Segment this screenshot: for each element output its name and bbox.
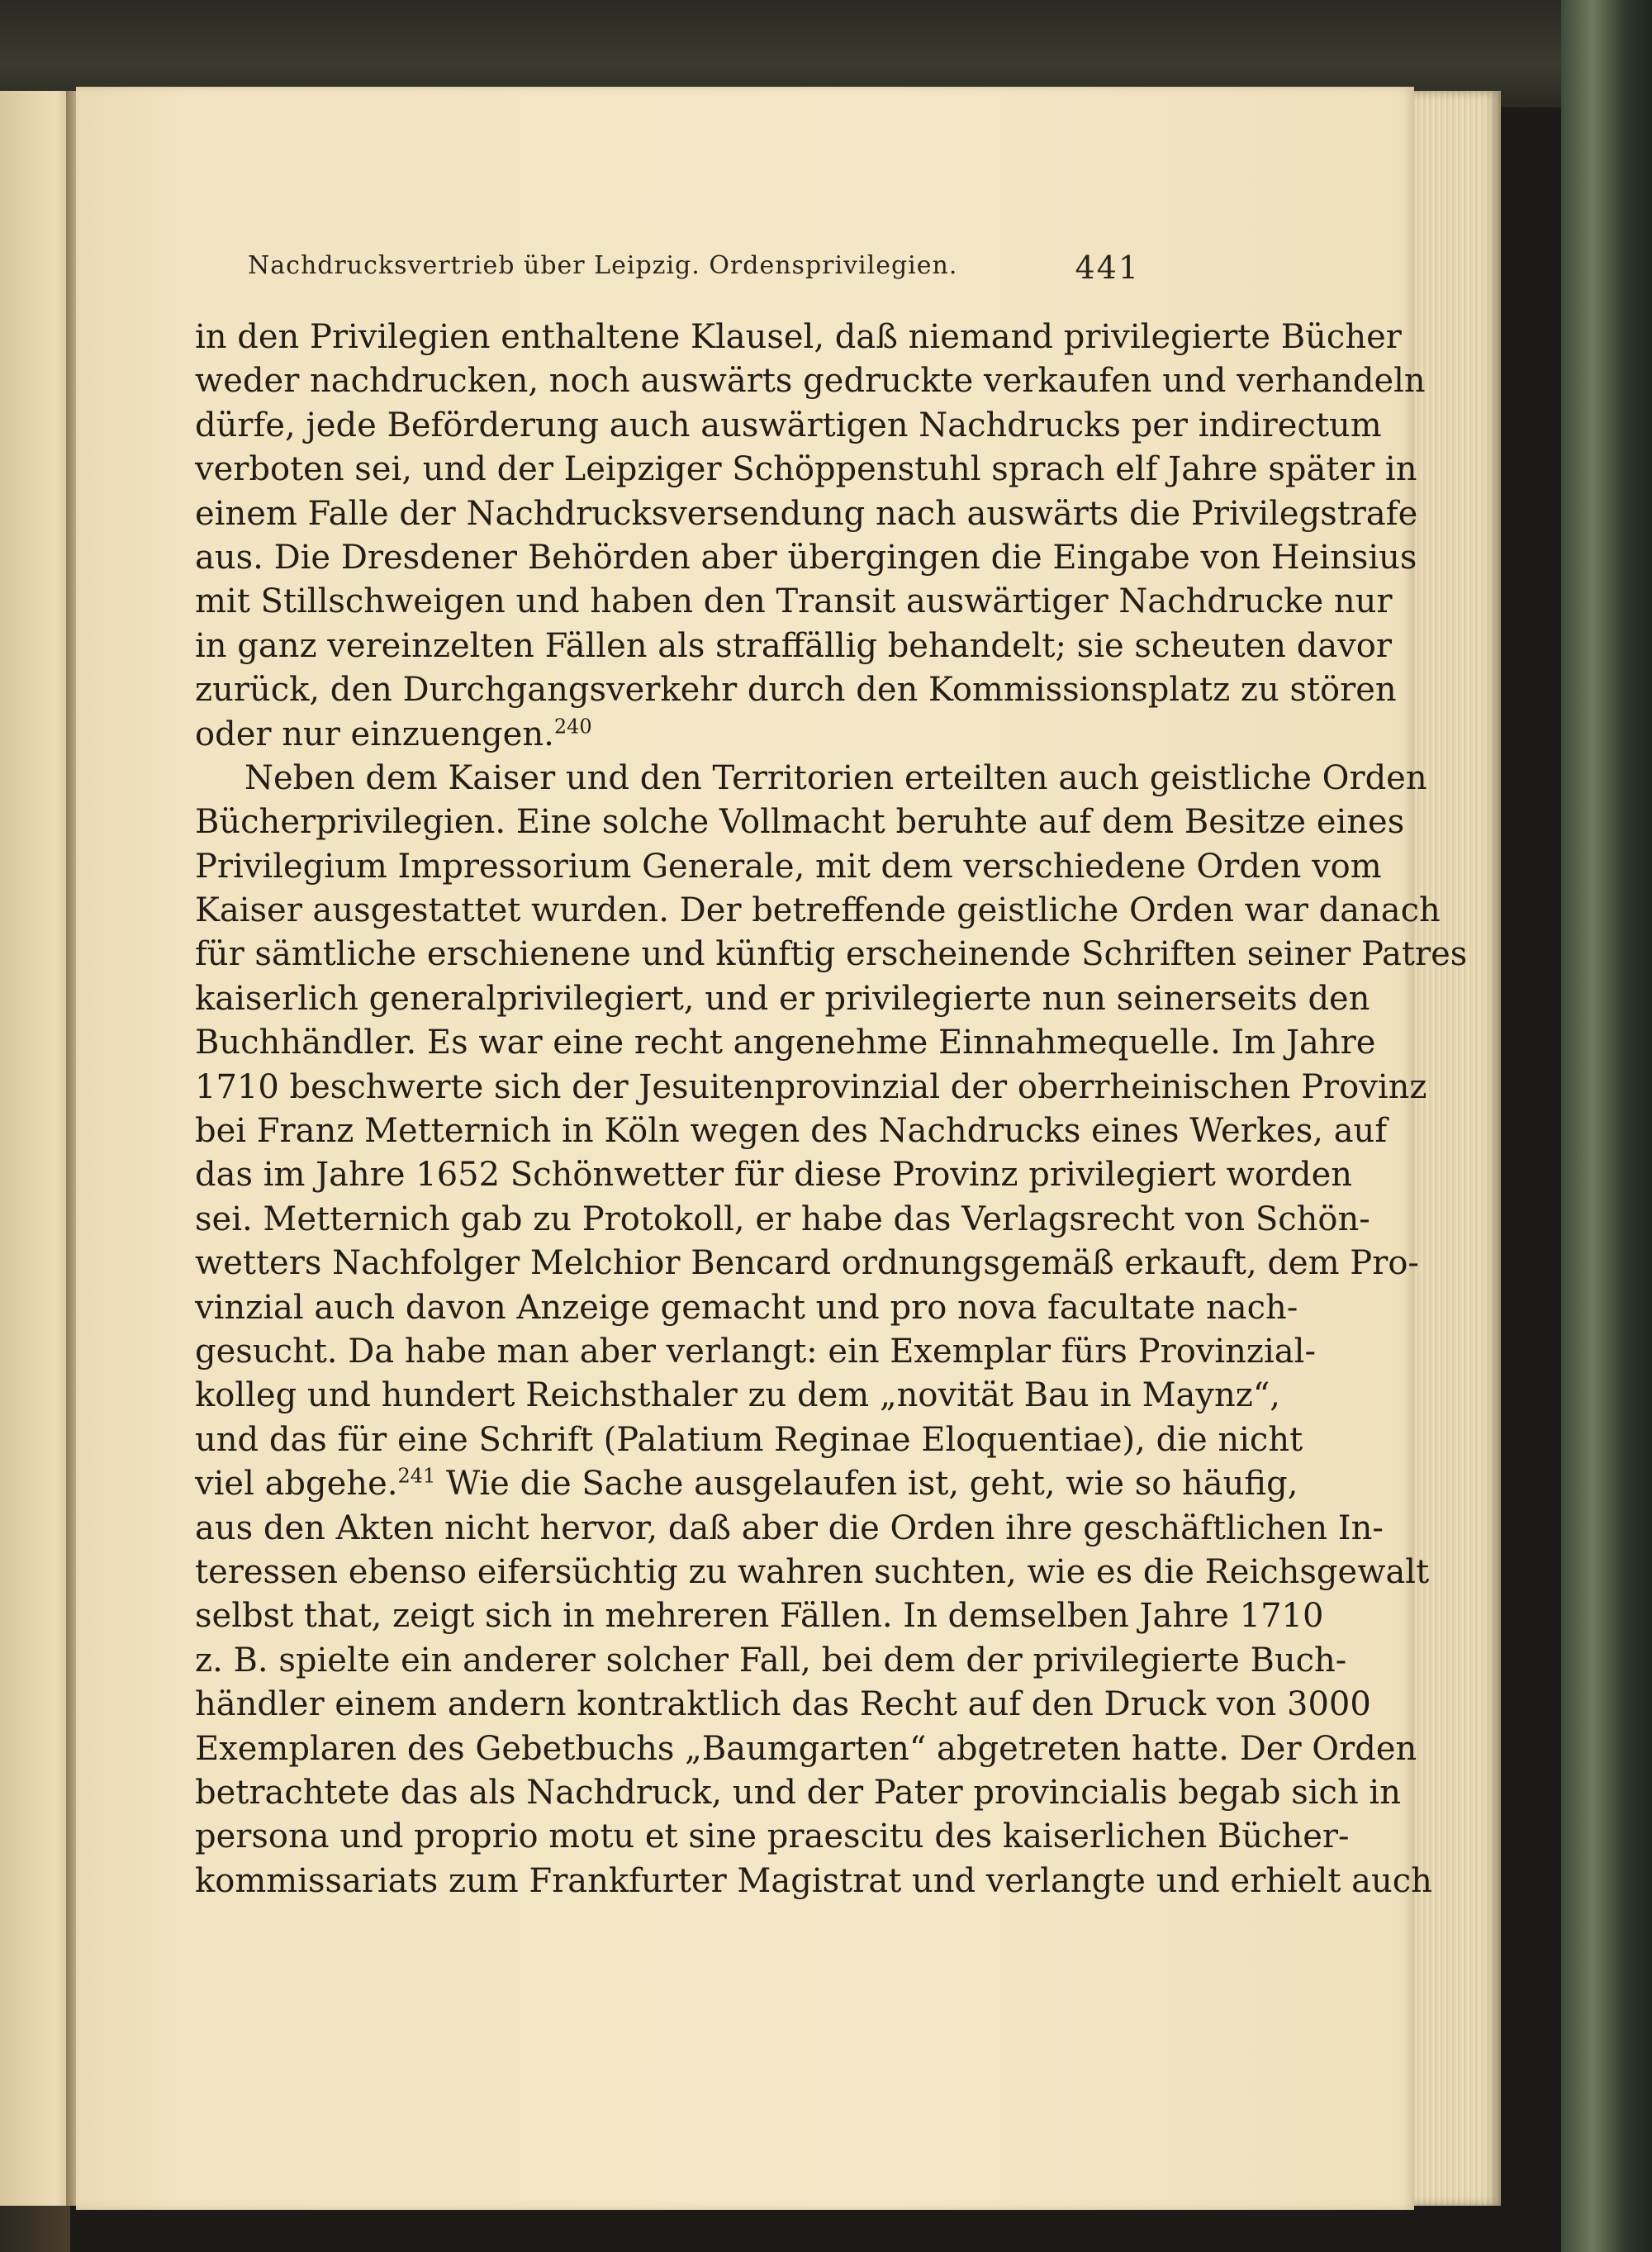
text-line: aus. Die Dresdener Behörden aber übergingen die Eingabe von Heinsius — [195, 538, 1417, 577]
text-line: sei. Metternich gab zu Protokoll, er habe das Verlagsrecht von Schön- — [195, 1200, 1370, 1238]
text-line: Buchhändler. Es war eine recht angenehme Einnahmequelle. Im Jahre — [195, 1024, 1376, 1062]
text-line: Exemplaren des Gebetbuchs „Baumgarten“ abgetreten hatte. Der Orden — [195, 1729, 1417, 1768]
text-line: und das für eine Schrift (Palatium Reginae Eloquentiae), die nicht — [195, 1420, 1303, 1459]
text-line: weder nachdrucken, noch auswärts gedruckte verkaufen und verhandeln — [195, 362, 1426, 401]
page-header — [198, 246, 1140, 296]
text-line: selbst that, zeigt sich in mehreren Fällen. In demselben Jahre 1710 — [195, 1597, 1324, 1636]
running-head: Nachdrucksvertrieb über Leipzig. Ordensprivilegien. — [248, 251, 958, 280]
text-line: das im Jahre 1652 Schönwetter für diese Provinz privilegiert worden — [195, 1156, 1353, 1195]
text-line: betrachtete das als Nachdruck, und der Pater provincialis begab sich in — [195, 1773, 1401, 1812]
footnote-marker: 241 — [397, 1464, 436, 1488]
text-line: für sämtliche erschienene und künftig erscheinende Schriften seiner Patres — [195, 935, 1468, 974]
text-line: einem Falle der Nachdrucksversendung nach auswärts die Privilegstrafe — [195, 494, 1418, 533]
text-line: viel abgehe.$^{241}$ Wie die Sache ausgelaufen ist, geht, wie so häufig, — [195, 1464, 1298, 1504]
text-line: gesucht. Da habe man aber verlangt: ein Exemplar fürs Provinzial- — [195, 1332, 1316, 1371]
text-line: kolleg und hundert Reichsthaler zu dem „novität Bau in Maynz“, — [195, 1376, 1281, 1415]
text-line: bei Franz Metternich in Köln wegen des Nachdrucks eines Werkes, auf — [195, 1112, 1388, 1151]
text-line: z. B. spielte ein anderer solcher Fall, bei dem der privilegierte Buch- — [195, 1641, 1347, 1679]
text-line: Neben dem Kaiser und den Territorien erteilten auch geistliche Orden — [244, 758, 1427, 797]
text-line: händler einem andern kontraktlich das Recht auf den Druck von 3000 — [195, 1685, 1371, 1724]
book-cover-right — [1561, 0, 1652, 2252]
text-line: aus den Akten nicht hervor, daß aber die Orden ihre geschäftlichen In- — [195, 1508, 1384, 1547]
text-line: in den Privilegien enthaltene Klausel, daß niemand privilegierte Bücher — [195, 318, 1402, 356]
text-line: teressen ebenso eifersüchtig zu wahren suchten, wie es die Reichsgewalt — [195, 1552, 1430, 1591]
text-line: oder nur einzuengen.$^{240}$ — [195, 715, 592, 753]
text-line: in ganz vereinzelten Fällen als straffällig behandelt; sie scheuten davor — [195, 626, 1392, 665]
page-number: 441 — [1075, 249, 1140, 286]
text-line: dürfe, jede Beförderung auch auswärtigen Nachdrucks per indirectum — [195, 406, 1382, 444]
text-line: Bücherprivilegien. Eine solche Vollmacht beruhte auf dem Besitze eines — [195, 803, 1405, 842]
text-line: persona und proprio motu et sine praescitu des kaiserlichen Bücher- — [195, 1817, 1350, 1856]
text-line: 1710 beschwerte sich der Jesuitenprovinzial der oberrheinischen Provinz — [195, 1067, 1427, 1106]
text-line: verboten sei, und der Leipziger Schöppenstuhl sprach elf Jahre später in — [195, 450, 1417, 489]
text-line: kaiserlich generalprivilegiert, und er privilegierte nun seinerseits den — [195, 979, 1370, 1018]
text-line: kommissariats zum Frankfurter Magistrat und verlangte und erhielt auch — [195, 1861, 1432, 1900]
text-line: zurück, den Durchgangsverkehr durch den Kommissionsplatz zu stören — [195, 671, 1397, 710]
footnote-marker: 240 — [553, 715, 592, 739]
text-line: Privilegium Impressorium Generale, mit dem verschiedene Orden vom — [195, 847, 1382, 886]
text-line: mit Stillschweigen und haben den Transit auswärtiger Nachdrucke nur — [195, 582, 1393, 621]
body-text — [195, 316, 1468, 1903]
text-line: wetters Nachfolger Melchior Bencard ordnungsgemäß erkauft, dem Pro- — [195, 1244, 1419, 1283]
text-line: Kaiser ausgestattet wurden. Der betreffende geistliche Orden war danach — [195, 891, 1441, 930]
text-line: vinzial auch davon Anzeige gemacht und pro nova facultate nach- — [195, 1288, 1298, 1327]
